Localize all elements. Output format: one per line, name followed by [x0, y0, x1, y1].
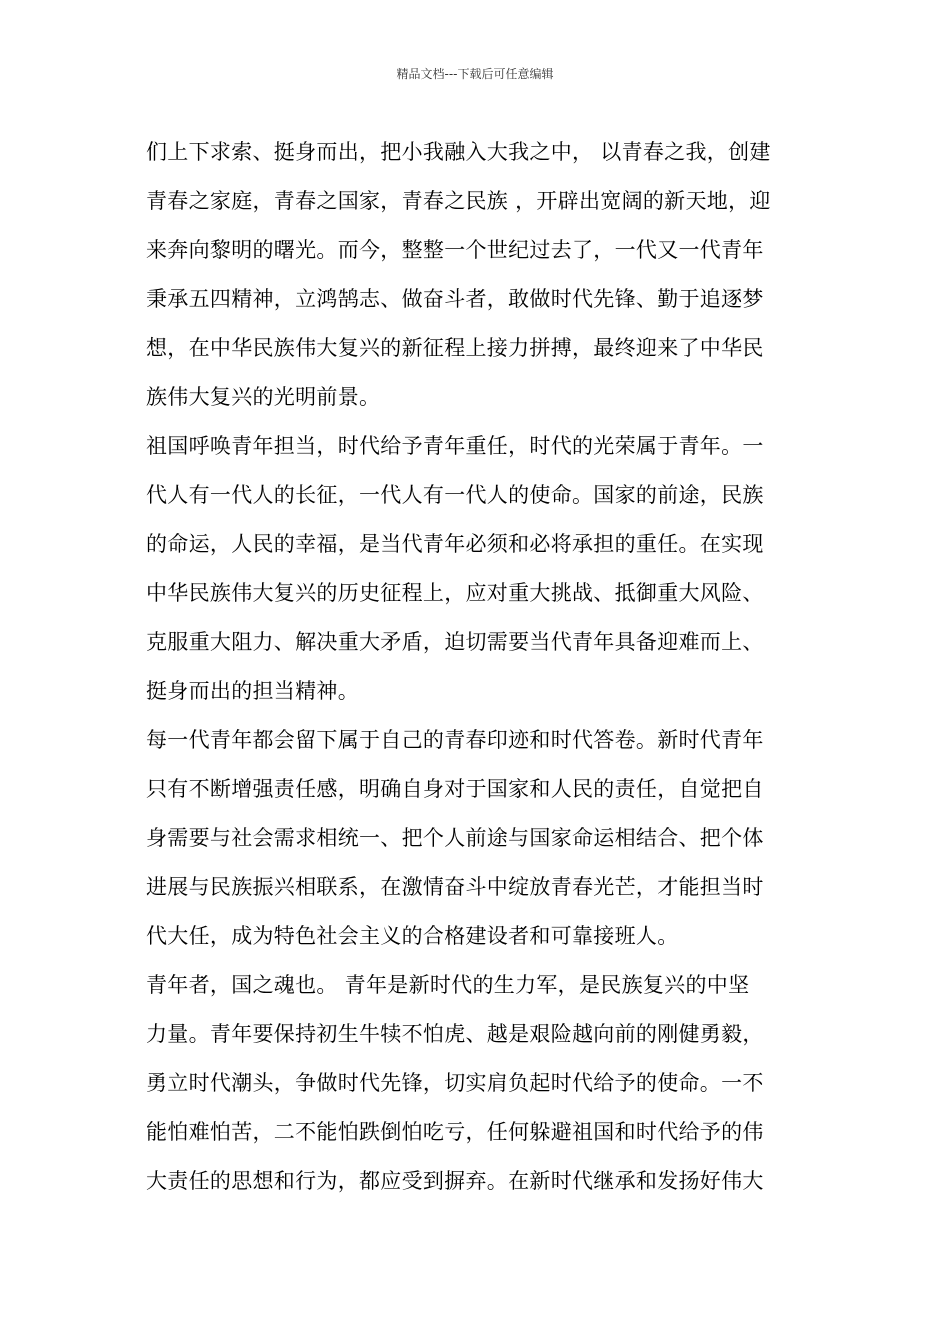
- text-line: 挺身而出的担当精神。: [146, 679, 359, 703]
- text-line: 每一代青年都会留下属于自己的青春印迹和时代答卷。新时代青年: [146, 728, 764, 752]
- text-line: 来奔向黎明的曙光。而今，整整一个世纪过去了，一代又一代青年: [146, 238, 764, 262]
- text-line: 祖国呼唤青年担当，时代给予青年重任，时代的光荣属于青年。一: [146, 434, 764, 458]
- text-line: 能怕难怕苦，二不能怕跌倒怕吃亏，任何躲避祖国和时代给予的伟: [146, 1120, 764, 1144]
- paragraph: [146, 961, 810, 1206]
- text-line: 进展与民族振兴相联系，在激情奋斗中绽放青春光芒，才能担当时: [146, 875, 764, 899]
- text-line: 青年者，国之魂也。 青年是新时代的生力军，是民族复兴的中坚: [146, 973, 750, 997]
- text-line: 代人有一代人的长征，一代人有一代人的使命。国家的前途，民族: [146, 483, 764, 507]
- text-line: 中华民族伟大复兴的历史征程上，应对重大挑战、抵御重大风险、: [146, 581, 764, 605]
- paragraph: [146, 128, 810, 422]
- text-line: 族伟大复兴的光明前景。: [146, 385, 381, 409]
- document-body: [146, 128, 810, 1206]
- page-header: 精品文档---下载后可任意编辑: [396, 67, 554, 81]
- text-line: 身需要与社会需求相统一、把个人前途与国家命运相结合、把个体: [146, 826, 764, 850]
- text-line: 只有不断增强责任感，明确自身对于国家和人民的责任，自觉把自: [146, 777, 764, 801]
- text-line: 克服重大阻力、解决重大矛盾，迫切需要当代青年具备迎难而上、: [146, 630, 764, 654]
- paragraph: [146, 422, 810, 716]
- text-line: 秉承五四精神，立鸿鹄志、做奋斗者，敢做时代先锋、勤于追逐梦: [146, 287, 764, 311]
- text-line: 想，在中华民族伟大复兴的新征程上接力拼搏，最终迎来了中华民: [146, 336, 764, 360]
- text-line: 们上下求索、挺身而出，把小我融入大我之中， 以青春之我，创建: [146, 140, 771, 164]
- text-line: 青春之家庭，青春之国家，青春之民族 ，开辟出宽阔的新天地，迎: [146, 189, 771, 213]
- text-line: 力量。青年要保持初生牛犊不怕虎、越是艰险越向前的刚健勇毅，: [146, 1022, 764, 1046]
- text-line: 勇立时代潮头，争做时代先锋，切实肩负起时代给予的使命。一不: [146, 1071, 764, 1095]
- text-line: 大责任的思想和行为，都应受到摒弃。在新时代继承和发扬好伟大: [146, 1169, 764, 1193]
- text-line: 代大任，成为特色社会主义的合格建设者和可靠接班人。: [146, 924, 679, 948]
- paragraph: [146, 716, 810, 961]
- text-line: 的命运，人民的幸福，是当代青年必须和必将承担的重任。在实现: [146, 532, 764, 556]
